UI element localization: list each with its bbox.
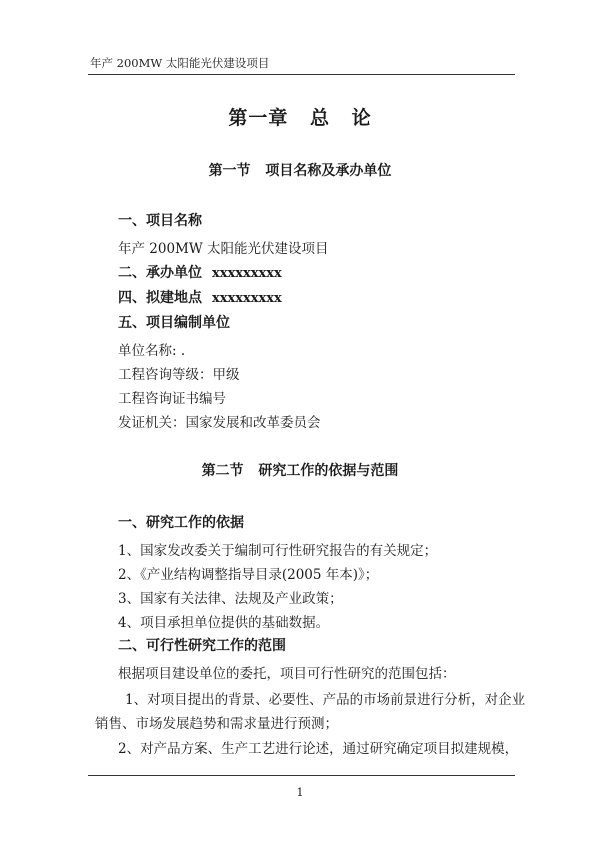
- footer-rule: [88, 775, 515, 776]
- undertaking-unit-label: 二、承办单位: [118, 265, 202, 281]
- project-name-value: 年产 200MW 太阳能光伏建设项目: [118, 241, 329, 257]
- qualification-line: 工程咨询等级：甲级: [118, 367, 240, 383]
- basis-item: 2、《产业结构调整指导目录(2005 年本)》；: [118, 567, 379, 583]
- issuer-line: 发证机关：国家发展和改革委员会: [118, 415, 321, 431]
- heading-research-scope: 二、可行性研究工作的范围: [118, 638, 286, 654]
- heading-compiling-unit: 五、项目编制单位: [118, 315, 230, 331]
- heading-project-name: 一、项目名称: [118, 213, 202, 229]
- proposed-site-label: 四、拟建地点: [118, 290, 202, 306]
- page-number: 1: [296, 786, 304, 799]
- basis-item: 1、国家发改委关于编制可行性研究报告的有关规定；: [118, 543, 438, 559]
- scope-item: 2、对产品方案、生产工艺进行论述，通过研究确定项目拟建规模，: [118, 741, 519, 757]
- heading-proposed-site: [118, 287, 282, 307]
- basis-item: 4、项目承担单位提供的基础数据。: [118, 615, 330, 631]
- undertaking-unit-value: xxxxxxxxx: [212, 266, 282, 281]
- section-title-2: 第二节 研究工作的依据与范围: [201, 463, 399, 479]
- header-rule: [88, 74, 515, 75]
- heading-undertaking-unit: [118, 262, 282, 282]
- section-title-1: 第一节 项目名称及承办单位: [208, 163, 392, 179]
- chapter-title: 第一章 总 论: [228, 107, 372, 129]
- proposed-site-value: xxxxxxxxx: [212, 291, 282, 306]
- scope-item: 1、对项目提出的背景、必要性、产品的市场前景进行分析，对企业: [125, 692, 526, 708]
- scope-intro: 根据项目建设单位的委托，项目可行性研究的范围包括：: [118, 666, 456, 682]
- heading-research-basis: 一、研究工作的依据: [118, 515, 244, 531]
- scope-item: 销售、市场发展趋势和需求量进行预测；: [95, 716, 338, 732]
- certificate-line: 工程咨询证书编号: [118, 391, 226, 407]
- unit-name-line: 单位名称: .: [118, 343, 186, 359]
- basis-item: 3、国家有关法律、法规及产业政策；: [118, 591, 343, 607]
- running-header: 年产 200MW 太阳能光伏建设项目: [90, 56, 270, 70]
